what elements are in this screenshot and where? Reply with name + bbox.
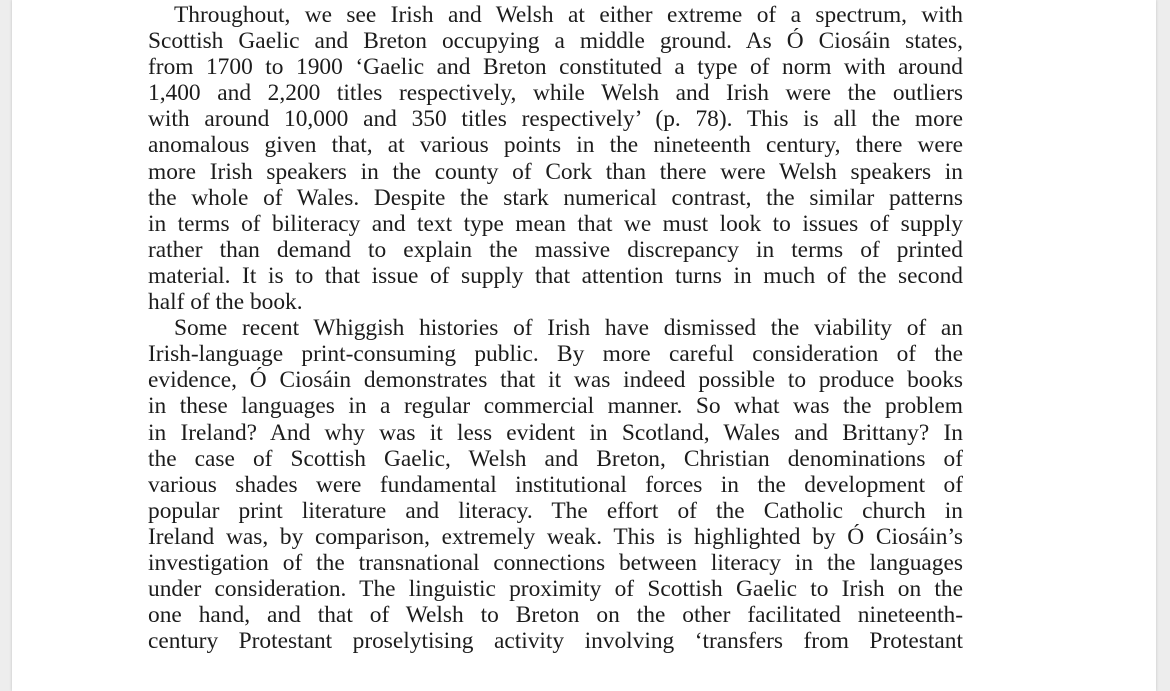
text-line: under consideration. The linguistic proximity of Scottish Gaelic to Irish on the [148,576,963,603]
text-line: evidence, Ó Ciosáin demonstrates that it was indeed possible to produce books [148,367,963,394]
text-line: in these languages in a regular commercial manner. So what was the problem [148,393,963,420]
text-line: the whole of Wales. Despite the stark numerical contrast, the similar patterns [148,184,963,211]
text-line: half of the book. [148,289,303,316]
text-line: in terms of biliteracy and text type mean that we must look to issues of supply [148,210,963,237]
text-line: with around 10,000 and 350 titles respectively’ (p. 78). This is all the more [148,106,963,133]
text-line: from 1700 to 1900 ‘Gaelic and Breton constituted a type of norm with around [148,54,963,81]
text-line: rather than demand to explain the massive discrepancy in terms of printed [148,236,963,263]
text-line: the case of Scottish Gaelic, Welsh and Breton, Christian denominations of [148,445,963,472]
text-line: Scottish Gaelic and Breton occupying a middle ground. As Ó Ciosáin states, [148,28,963,55]
text-line: one hand, and that of Welsh to Breton on the other facilitated nineteenth- [148,602,963,629]
paragraph-1 [148,2,963,315]
text-line: popular print literature and literacy. The effort of the Catholic church in [148,497,963,524]
text-line: various shades were fundamental institutional forces in the development of [148,471,963,498]
text-line: Some recent Whiggish histories of Irish have dismissed the viability of an [174,315,963,342]
text-line: in Ireland? And why was it less evident in Scotland, Wales and Brittany? In [148,419,963,446]
text-line: Ireland was, by comparison, extremely weak. This is highlighted by Ó Ciosáin’s [148,523,963,550]
text-line: century Protestant proselytising activity involving ‘transfers from Protestant [148,628,963,655]
text-line: Irish-language print-consuming public. By more careful consideration of the [148,341,963,368]
text-line: more Irish speakers in the county of Cork than there were Welsh speakers in [148,158,963,185]
text-line: Throughout, we see Irish and Welsh at either extreme of a spectrum, with [174,2,963,28]
text-line: investigation of the transnational connections between literacy in the languages [148,549,963,576]
text-line: 1,400 and 2,200 titles respectively, while Welsh and Irish were the outliers [148,80,963,107]
body-text [148,2,963,654]
text-line: material. It is to that issue of supply that attention turns in much of the second [148,262,963,289]
document-page [12,0,1156,691]
paragraph-2 [148,315,963,654]
text-line: anomalous given that, at various points in the nineteenth century, there were [148,132,963,159]
